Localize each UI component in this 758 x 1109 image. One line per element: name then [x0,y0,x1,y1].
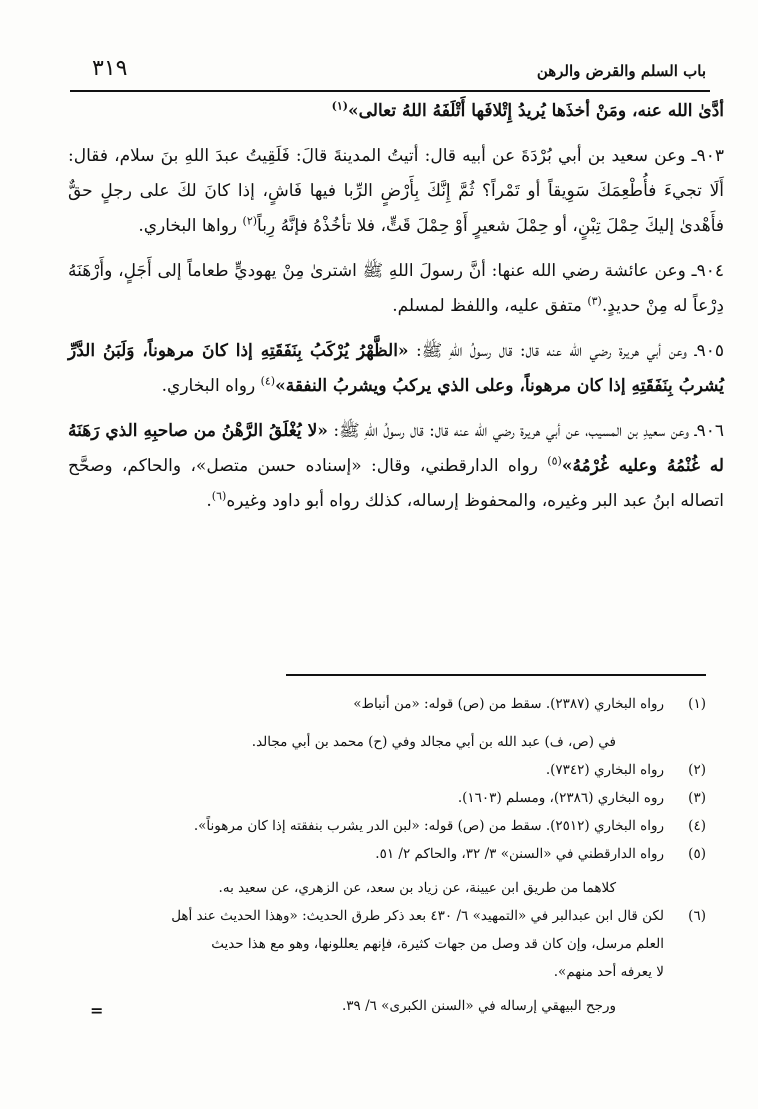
footnote-divider [286,674,706,676]
hadith-903: ٩٠٣ـ وعن سعيد بن أبي بُرْدَةَ عن أبيه قال: أتيتُ المدينةَ قالَ: فَلَقِيتُ عبدَ اللهِ بنَ سلام، فقال: أَلَا تجيءَ فأُطْعِمَكَ سَوِيقاً أو تَمْراً؟ ثُمَّ إِنَّكَ بِأَرْضٍ الرِّبا فيها فَاشٍ، إذا كانَ لكَ على رجلٍ حقٌّ فأَهْدىٰ إليكَ حِمْلَ تِبْنٍ، أو حِمْلَ شعيرٍ أَوْ حِمْلَ قَتٍّ، فلا تأخُذْهُ فإنَّهُ رِباً$^{(٢)}$ رواها البخاري. [68,146,724,236]
footnote-ref: (٢) [242,214,258,228]
prophetic-quote: «لا يُغْلَقُ الرَّهْنُ من صاحبِهِ الذي رَهَنَهُ له غُنْمُهُ وعليه غُرْمُهُ» [68,421,724,476]
footnote-4: (٤) رواه البخاري (٢٥١٢). سقط من (ص) قوله: «لبن الدر يشرب بنفقته إذا كان مرهوناً». [90,812,706,840]
footnote-1-continuation: في (ص، ف) عبد الله بن أبي مجالد وفي (ح) محمد بن أبي مجالد. [251,734,616,750]
continuation-mark: = [90,1001,104,1020]
footnote-1: (١) رواه البخاري (٢٣٨٧). سقط من (ص) قوله: «من أنباط» [90,690,706,718]
footnotes [90,690,706,1020]
footnote-5-continuation: كلاهما من طريق ابن عيينة، عن زياد بن سعد، عن الزهري، عن سعيد به. [218,880,616,896]
main-text [68,94,724,519]
page-number: ٣١٩ [92,56,128,81]
footnote-ref: (١) [331,99,349,113]
footnote-2: (٢) رواه البخاري (٧٣٤٢). [90,756,706,784]
footnote-3: (٣) روه البخاري (٢٣٨٦)، ومسلم (١٦٠٣). [90,784,706,812]
page-header [70,56,710,92]
prophetic-quote: «الظَّهْرُ يُرْكَبُ بِنَفَقَتِهِ إذا كانَ مرهوناً، وَلَبَنُ الدَّرِّ يُشربُ بِنَفَقَتِهِ إذا كان مرهوناً، وعلى الذي يركبُ ويشربُ النفقة» [68,341,724,396]
paragraph-continuation: أدَّىٰ الله عنه، ومَنْ أخذَها يُريدُ إِتْلافَها أَتْلَفَهُ اللهُ تعالى»$^{(١)}$ [331,99,724,121]
footnote-ref: (٦) [211,489,227,503]
chapter-title: باب السلم والقرض والرهن [536,62,706,80]
footnote-number: (٥) [688,846,706,862]
footnote-ref: (٤) [260,374,276,388]
footnote-ref: (٣) [587,294,602,308]
hadith-906: ٩٠٦ـ وعن سعيدِ بن المسيب، عن أبي هريرة رضي الله عنه قال: قال رسولُ اللهِ ﷺ: «لا يُغْلَقُ الرَّهْنُ من صاحبِهِ الذي رَهَنَهُ له غُنْمُهُ وعليه غُرْمُهُ»$^{(٥)}$ رواه الدارقطني، وقال: «إسناده حسن متصل»، والحاكم، وصحَّح اتصاله ابنُ عبد البر وغيره، والمحفوظ إرساله، كذلك رواه أبو داود وغيره$^{(٦)}$. [68,421,724,511]
footnote-number: (٣) [688,790,706,806]
hadith-904: ٩٠٤ـ وعن عائشة رضي الله عنها: أنَّ رسولَ اللهِ ﷺ اشترىٰ مِنْ يهوديٍّ طعاماً إلى أَجَلٍ، وأَرْهَنَهُ دِرْعاً له مِنْ حديدٍ.$^{(٣)}$ متفق عليه، واللفظ لمسلم. [68,261,724,316]
footnote-number: (٦) [688,908,706,924]
footnote-number: (١) [688,696,706,712]
footnote-6: (٦) لكن قال ابن عبدالبر في «التمهيد» ٦/ ٤٣٠ بعد ذكر طرق الحديث: «وهذا الحديث عند أهل العلم مرسل، وإن كان قد وصل من جهات كثيرة، فإنهم يعللونها، وهو مع هذا حديث لا يعرفه أحد منهم». [90,902,706,986]
footnote-6-continuation: ورجح البيهقي إرساله في «السنن الكبرى» ٦/ ٣٩. [341,998,616,1014]
footnote-ref: (٥) [547,454,562,468]
footnote-number: (٤) [688,818,706,834]
footnote-number: (٢) [688,762,706,778]
hadith-905: ٩٠٥ـ وعن أبي هريرة رضي الله عنه قال: قال رسولُ اللهِ ﷺ: «الظَّهْرُ يُرْكَبُ بِنَفَقَتِهِ إذا كانَ مرهوناً، وَلَبَنُ الدَّرِّ يُشربُ بِنَفَقَتِهِ إذا كان مرهوناً، وعلى الذي يركبُ ويشربُ النفقة»$^{(٤)}$ رواه البخاري. [68,341,724,396]
footnote-5: (٥) رواه الدارقطني في «السنن» ٣/ ٣٢، والحاكم ٢/ ٥١. [90,840,706,868]
